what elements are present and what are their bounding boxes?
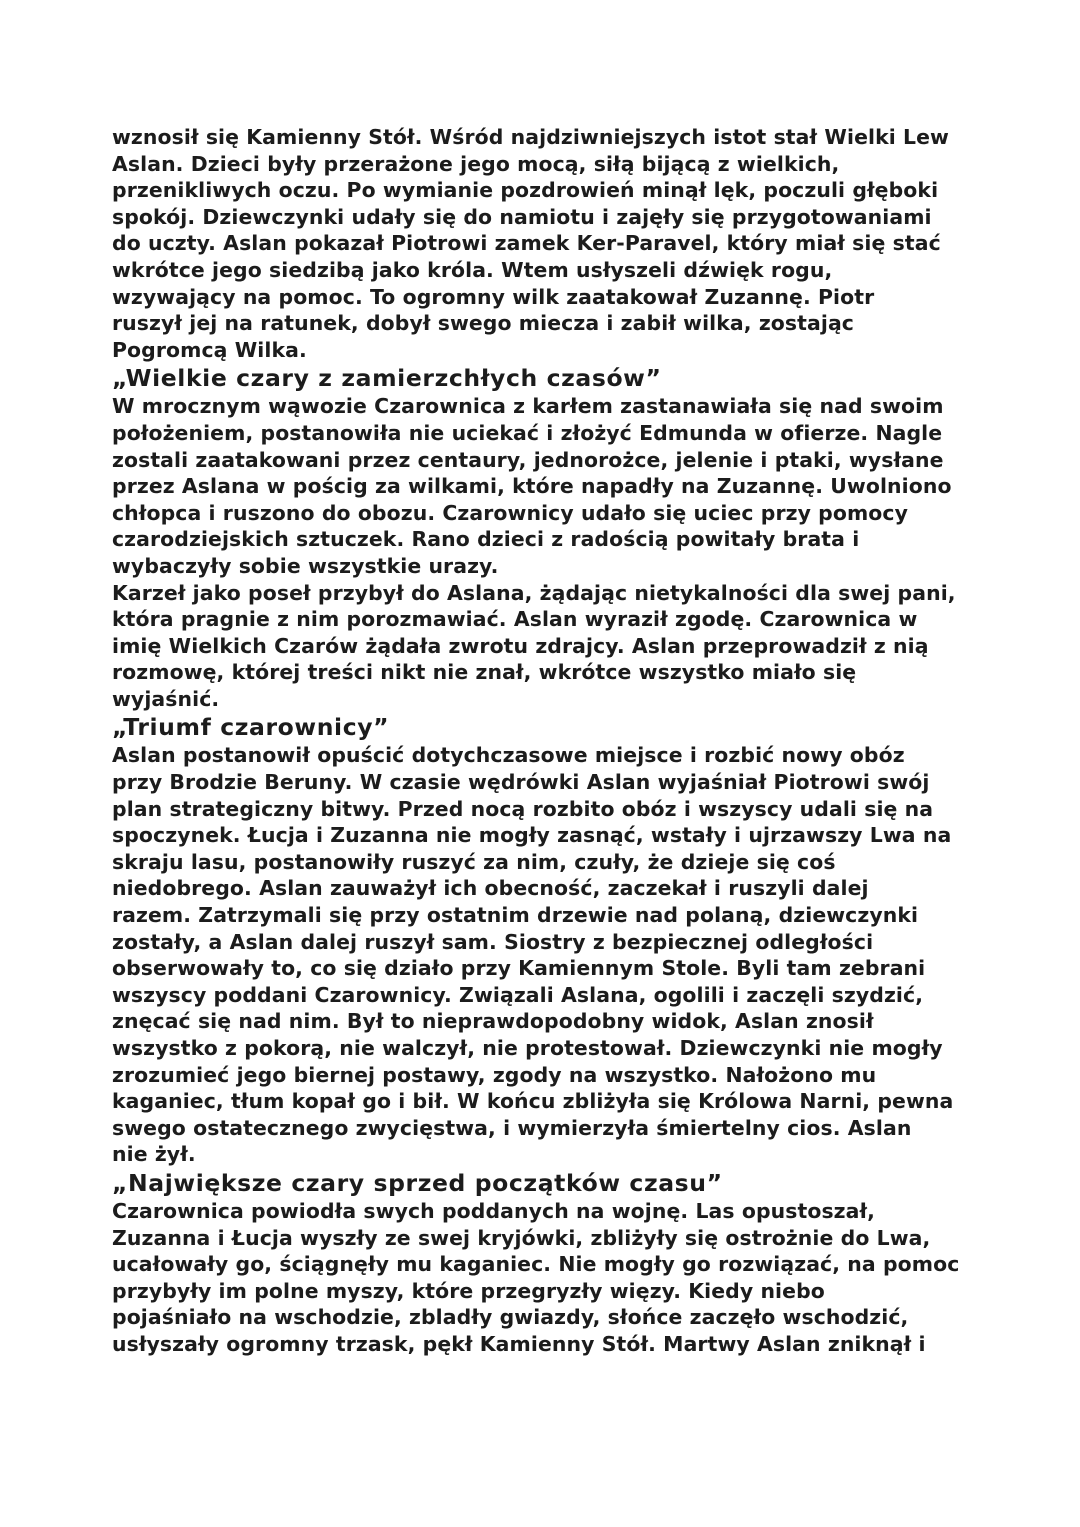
- text-line: razem. Zatrzymali się przy ostatnim drzewie nad polaną, dziewczynki: [112, 903, 919, 928]
- text-line: Czarownica powiodła swych poddanych na wojnę. Las opustoszał,: [112, 1198, 876, 1223]
- text-line: Karzeł jako poseł przybył do Aslana, żądając nietykalności dla swej pani,: [112, 580, 956, 605]
- text-line: przez Aslana w pościg za wilkami, które napadły na Zuzannę. Uwolniono: [112, 474, 952, 499]
- text-line: do uczty. Aslan pokazał Piotrowi zamek Ker-Paravel, który miał się stać: [112, 231, 941, 256]
- text-line: obserwowały to, co się działo przy Kamiennym Stole. Byli tam zebrani: [112, 956, 926, 981]
- text-line: ruszył jej na ratunek, dobył swego miecza i zabił wilka, zostając: [112, 311, 854, 336]
- section1-paragraph-2: [112, 580, 972, 713]
- text-line: spokój. Dziewczynki udały się do namiotu i zajęły się przygotowaniami: [112, 204, 932, 229]
- text-line: swego ostatecznego zwycięstwa, i wymierzyła śmiertelny cios. Aslan: [112, 1115, 912, 1140]
- text-line: zostały, a Aslan dalej ruszył sam. Siostry z bezpiecznej odległości: [112, 929, 874, 954]
- text-line: przybyły im polne myszy, które przegryzły więzy. Kiedy niebo: [112, 1278, 825, 1303]
- section1-paragraph-1: [112, 393, 972, 579]
- text-line: wybaczyły sobie wszystkie urazy.: [112, 553, 499, 578]
- text-line: plan strategiczny bitwy. Przed nocą rozbito obóz i wszyscy udali się na: [112, 796, 934, 821]
- text-line: położeniem, postanowiła nie uciekać i złożyć Edmunda w ofierze. Nagle: [112, 420, 943, 445]
- text-line: Aslan postanowił opuścić dotychczasowe miejsce i rozbić nowy obóz: [112, 743, 905, 768]
- text-line: spoczynek. Łucja i Zuzanna nie mogły zasnąć, wstały i ujrzawszy Lwa na: [112, 823, 952, 848]
- text-line: zostali zaatakowani przez centaury, jednorożce, jelenie i ptaki, wysłane: [112, 447, 944, 472]
- text-line: Pogromcą Wilka.: [112, 337, 307, 362]
- text-line: wszyscy poddani Czarownicy. Związali Aslana, ogolili i zaczęli szydzić,: [112, 982, 924, 1007]
- text-line: wszystko z pokorą, nie walczył, nie protestował. Dziewczynki nie mogły: [112, 1036, 943, 1060]
- text-line: skraju lasu, postanowiły ruszyć za nim, czuły, że dzieje się coś: [112, 849, 836, 874]
- text-line: wyjaśnić.: [112, 686, 220, 711]
- text-line: wzywający na pomoc. To ogromny wilk zaatakował Zuzannę. Piotr: [112, 284, 875, 309]
- text-line: pojaśniało na wschodzie, zbladły gwiazdy, słońce zaczęło wschodzić,: [112, 1305, 909, 1330]
- text-line: przenikliwych oczu. Po wymianie pozdrowień minął lęk, poczuli głęboki: [112, 178, 939, 203]
- intro-paragraph: [112, 124, 972, 363]
- text-line: czarodziejskich sztuczek. Rano dzieci z radością powitały brata i: [112, 527, 860, 552]
- text-line: usłyszały ogromny trzask, pękł Kamienny Stół. Martwy Aslan zniknął i: [112, 1331, 926, 1356]
- text-line: ucałowały go, ściągnęły mu kaganiec. Nie mogły go rozwiązać, na pomoc: [112, 1252, 960, 1277]
- text-line: rozmowę, której treści nikt nie znał, wkrótce wszystko miało się: [112, 660, 857, 685]
- text-line: nie żył.: [112, 1142, 196, 1167]
- text-line: W mrocznym wąwozie Czarownica z karłem zastanawiała się nad swoim: [112, 394, 944, 419]
- text-line: imię Wielkich Czarów żądała zwrotu zdrajcy. Aslan przeprowadził z nią: [112, 633, 929, 658]
- text-line: Aslan. Dzieci były przerażone jego mocą, siłą bijącą z wielkich,: [112, 151, 840, 176]
- text-line: wznosił się Kamienny Stół. Wśród najdziwniejszych istot stał Wielki Lew: [112, 125, 949, 149]
- section2-paragraph: [112, 742, 972, 1168]
- section-heading-triumf-czarownicy: „Triumf czarownicy”: [112, 713, 390, 742]
- document-body: [112, 124, 972, 1358]
- text-line: kaganiec, tłum kopał go i bił. W końcu zbliżyła się Królowa Narni, pewna: [112, 1089, 954, 1114]
- text-line: niedobrego. Aslan zauważył ich obecność, zaczekał i ruszyli dalej: [112, 876, 869, 901]
- text-line: która pragnie z nim porozmawiać. Aslan wyraził zgodę. Czarownica w: [112, 607, 918, 632]
- text-line: chłopca i ruszono do obozu. Czarownicy udało się uciec przy pomocy: [112, 500, 908, 525]
- section-heading-wielkie-czary: „Wielkie czary z zamierzchłych czasów”: [112, 364, 662, 393]
- section3-paragraph: [112, 1198, 972, 1358]
- text-line: Zuzanna i Łucja wyszły ze swej kryjówki, zbliżyły się ostrożnie do Lwa,: [112, 1225, 931, 1250]
- text-line: zrozumieć jego biernej postawy, zgody na wszystko. Nałożono mu: [112, 1062, 877, 1087]
- section-heading-najwieksze-czary: „Największe czary sprzed początków czasu”: [112, 1168, 723, 1197]
- text-line: znęcać się nad nim. Był to nieprawdopodobny widok, Aslan znosił: [112, 1009, 874, 1034]
- text-line: przy Brodzie Beruny. W czasie wędrówki Aslan wyjaśniał Piotrowi swój: [112, 770, 930, 795]
- text-line: wkrótce jego siedzibą jako króla. Wtem usłyszeli dźwięk rogu,: [112, 257, 833, 282]
